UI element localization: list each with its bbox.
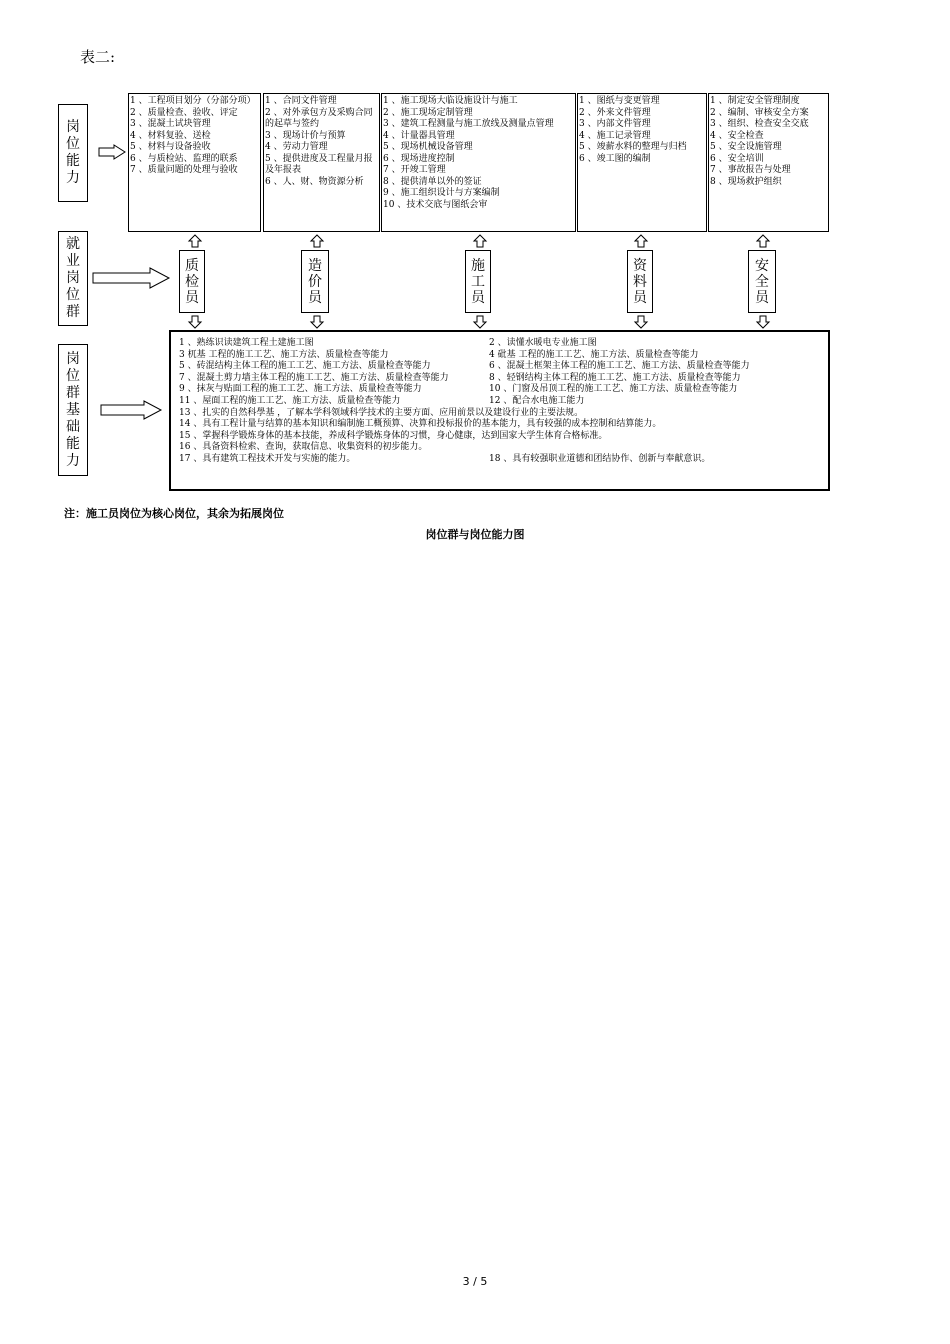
- foundation-item: 8 、轻钢结构主体工程的施工工艺、施工方法、质量检查等能力: [489, 372, 741, 383]
- ability-item: 7 、质量问题的处理与验收: [130, 165, 238, 175]
- foundation-item: 10 、门窗及吊顶工程的施工工艺、施工方法、质量检查等能力: [489, 384, 738, 395]
- label-ability: [58, 104, 88, 202]
- ability-item: 4 、计量器具管理: [383, 130, 455, 141]
- foundation-row: [179, 350, 820, 362]
- ability-item: 6 、竣工图的编制: [579, 153, 651, 164]
- arrow-right-icon: [100, 400, 162, 420]
- ability-item: 3 、内部文件管理: [579, 119, 651, 129]
- foundation-item: 14 、具有工程计量与结算的基本知识和编制施工概预算、决算和投标报价的基本能力，具有较强的成本控制和结算能力。: [179, 419, 662, 430]
- foundation-row: [179, 384, 820, 396]
- foundation-item: 2 、读懂水暖电专业施工图: [489, 338, 597, 348]
- ability-box-quality: [128, 93, 261, 232]
- ability-box-safety: [708, 93, 829, 232]
- foundation-item: 18 、具有较强职业道德和团结协作、创新与奉献意识。: [489, 453, 711, 464]
- label-employment: [58, 231, 88, 326]
- foundation-item: 5 、砖混结构主体工程的施工工艺、施工方法、质量检查等能力: [179, 361, 431, 372]
- arrow-down-icon: [310, 315, 324, 329]
- ability-item: 3 、现场计价与预算: [265, 130, 346, 141]
- ability-item: 8 、提供清单以外的签证: [383, 176, 482, 187]
- ability-item: 5 、提供进度及工程量月报及年报表: [265, 153, 373, 175]
- ability-item: 8 、现场救护组织: [710, 176, 782, 187]
- arrow-up-icon: [634, 234, 648, 248]
- label-employment-text: 就业岗位群: [66, 236, 80, 320]
- arrow-up-icon: [310, 234, 324, 248]
- ability-item: 4 、材料复验、送检: [130, 130, 211, 141]
- arrow-up-icon: [473, 234, 487, 248]
- foundation-item: 7 、混凝土剪力墙主体工程的施工工艺、施工方法、质量检查等能力: [179, 372, 449, 383]
- role-constructor: [465, 250, 491, 313]
- foundation-item: 16 、具备资料检索、查询，获取信息、收集资料的初步能力。: [179, 442, 428, 453]
- footnote: 注：施工员岗位为核心岗位，其余为拓展岗位: [64, 507, 284, 520]
- ability-item: 1 、制定安全管理制度: [710, 96, 800, 106]
- foundation-item: 17 、具有建筑工程技术开发与实施的能力。: [179, 453, 356, 464]
- ability-item: 6 、现场进度控制: [383, 153, 455, 164]
- role-label: 施工员: [471, 257, 485, 306]
- ability-item: 1 、工程项目划分（分部分项）: [130, 96, 256, 106]
- role-quality-inspector: [179, 250, 205, 313]
- arrow-down-icon: [188, 315, 202, 329]
- ability-item: 10 、技术交底与图纸会审: [383, 199, 488, 210]
- foundation-item: 3 杌基 工程的施工工艺、施工方法、质量检查等能力: [179, 349, 389, 360]
- ability-box-cost: [263, 93, 380, 232]
- arrow-right-icon: [98, 144, 126, 160]
- arrow-down-icon: [634, 315, 648, 329]
- ability-item: 2 、编制、审核安全方案: [710, 107, 809, 118]
- label-foundation-text: 岗位群基础能力: [66, 350, 80, 469]
- ability-item: 2 、施工现场定制管理: [383, 107, 473, 118]
- page-heading: 表二:: [80, 48, 116, 66]
- role-label: 资料员: [633, 257, 647, 306]
- ability-item: 2 、质量检查、验收、评定: [130, 107, 238, 118]
- ability-item: 5 、现场机械设备管理: [383, 142, 473, 152]
- ability-item: 7 、事故报告与处理: [710, 165, 791, 175]
- role-label: 造价员: [308, 257, 322, 306]
- figure-caption: 岗位群与岗位能力图: [425, 528, 525, 541]
- foundation-box: [169, 330, 830, 491]
- foundation-row: [179, 396, 820, 408]
- page-number: 3 / 5: [462, 1275, 488, 1288]
- ability-box-construction: [381, 93, 576, 232]
- ability-item: 6 、与质检站、监理的联系: [130, 153, 238, 164]
- arrow-up-icon: [756, 234, 770, 248]
- ability-item: 3 、混凝土试块管理: [130, 119, 211, 129]
- ability-item: 9 、施工组织设计与方案编制: [383, 188, 500, 198]
- foundation-row: [179, 373, 820, 385]
- foundation-row: [179, 361, 820, 373]
- arrow-up-icon: [188, 234, 202, 248]
- ability-item: 4 、劳动力管理: [265, 142, 328, 152]
- ability-item: 5 、材料与设备验收: [130, 142, 211, 152]
- ability-item: 1 、合同文件管理: [265, 96, 337, 106]
- role-cost-estimator: [301, 250, 329, 313]
- ability-item: 5 、安全设施管理: [710, 142, 782, 152]
- label-foundation: [58, 344, 88, 476]
- arrow-down-icon: [756, 315, 770, 329]
- ability-item: 7 、开竣工管理: [383, 165, 446, 175]
- foundation-item: 11 、屋面工程的施工工艺、施工方法、质量检查等能力: [179, 395, 401, 406]
- role-label: 质检员: [185, 257, 199, 306]
- role-safety-officer: [748, 250, 776, 313]
- foundation-row: [179, 454, 820, 466]
- ability-item: 6 、人、财、物资源分析: [265, 176, 364, 187]
- foundation-item: 1 、熟练识读建筑工程土建施工图: [179, 338, 314, 348]
- foundation-item: 6 、混凝土框架主体工程的施工工艺、施工方法、质量检查等能力: [489, 361, 750, 372]
- foundation-item: 4 砒基 工程的施工工艺、施工方法、质量检查等能力: [489, 349, 699, 360]
- role-label: 安全员: [755, 257, 769, 306]
- role-records-clerk: [627, 250, 653, 313]
- ability-item: 2 、外来文件管理: [579, 107, 651, 118]
- label-ability-text: 岗位能力: [66, 119, 80, 186]
- arrow-down-icon: [473, 315, 487, 329]
- ability-item: 2 、对外承包方及采购合同的起草与签约: [265, 107, 373, 129]
- ability-box-records: [577, 93, 707, 232]
- ability-item: 3 、建筑工程测量与施工放线及测量点管理: [383, 119, 554, 129]
- foundation-row: [179, 338, 820, 350]
- ability-item: 1 、图纸与变更管理: [579, 96, 660, 106]
- foundation-item: 13 、扎实的自然科學基 ，了解本学科领域科学技术的主要方面、应用前景以及建设行业的主要法规。: [179, 407, 584, 418]
- foundation-item: 9 、抹灰与贴面工程的施工工艺、施工方法、质量检查等能力: [179, 384, 422, 395]
- ability-item: 3 、组织、检查安全交底: [710, 119, 809, 129]
- foundation-item: 15 、掌握科学锻炼身体的基本技能，养成科学锻炼身体的习惯，身心健康，达到国家大学生体育合格标准。: [179, 430, 608, 441]
- ability-item: 6 、安全培训: [710, 153, 764, 164]
- ability-item: 4 、安全检查: [710, 130, 764, 141]
- foundation-item: 12 、配合水电施工能力: [489, 395, 585, 406]
- ability-item: 4 、施工记录管理: [579, 130, 651, 141]
- ability-item: 1 、施工现场大临设施设计与施工: [383, 96, 518, 106]
- arrow-right-icon: [92, 267, 170, 289]
- ability-item: 5 、竣薪水料的整理与归档: [579, 142, 687, 152]
